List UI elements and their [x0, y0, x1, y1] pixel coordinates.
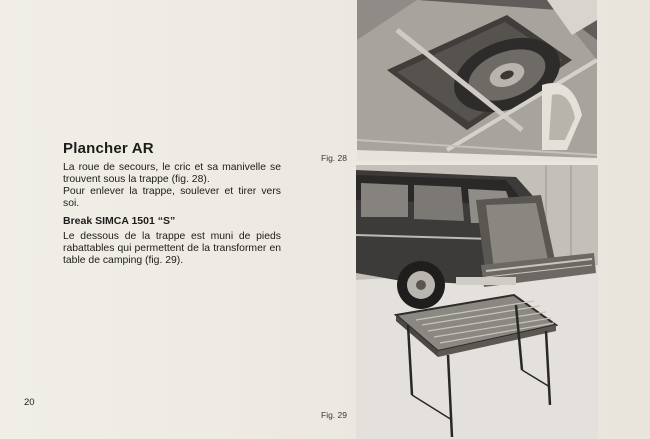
figure-29-photo — [356, 165, 598, 439]
figure-28-caption: Fig. 28 — [321, 153, 347, 163]
subsection-title: Break SIMCA 1501 “S” — [63, 215, 176, 227]
section-paragraph-2: Pour enlever la trappe, soulever et tirer vers soi. — [63, 186, 281, 210]
subsection-paragraph: Le dessous de la trappe est muni de pieds rabattables qui permettent de la transformer en table de camping (fig. 29). — [63, 231, 281, 267]
section-title: Plancher AR — [63, 140, 154, 157]
trunk-spare-wheel-icon — [357, 0, 597, 161]
figure-28-photo — [357, 0, 597, 161]
page-number: 20 — [24, 397, 35, 408]
station-wagon-camping-table-icon — [356, 165, 598, 439]
section-paragraph-1: La roue de secours, le cric et sa manivelle se trouvent sous la trappe (fig. 28). — [63, 162, 281, 186]
figure-29-caption: Fig. 29 — [321, 410, 347, 420]
